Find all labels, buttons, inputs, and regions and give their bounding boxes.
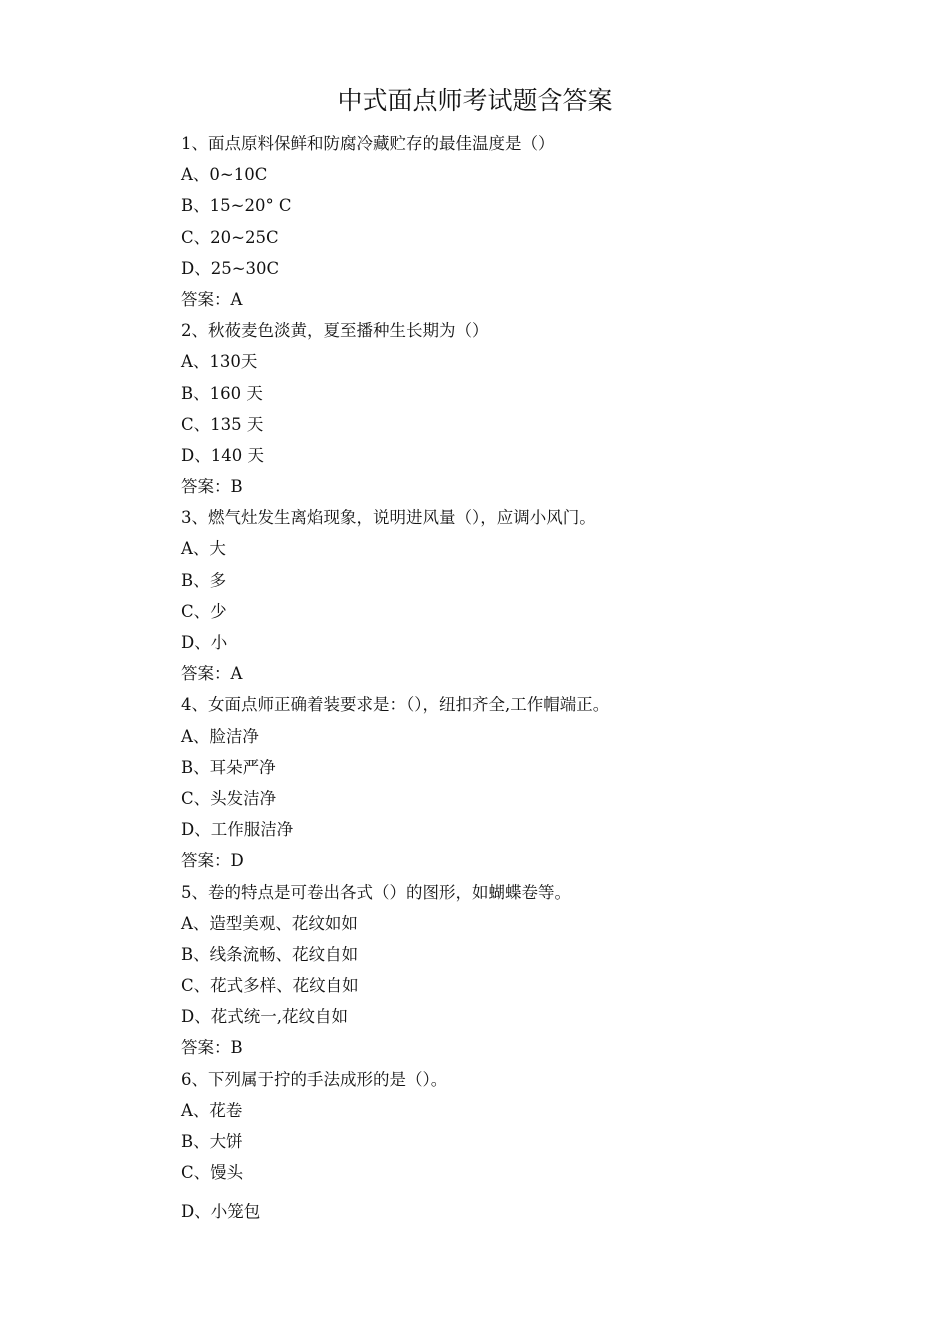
- question-stem: 5、卷的特点是可卷出各式（）的图形，如蝴蝶卷等。: [181, 882, 571, 902]
- question-1: [181, 128, 881, 315]
- question-stem: 1、面点原料保鲜和防腐冷藏贮存的最佳温度是（）: [181, 134, 555, 153]
- option-d: D、花式统一,花纹自如: [181, 1007, 348, 1027]
- question-stem: 6、下列属于拧的手法成形的是（）。: [181, 1069, 448, 1089]
- option-a: A、脸洁净: [181, 726, 259, 746]
- option-b: B、多: [181, 570, 227, 590]
- question-list: [181, 128, 881, 1228]
- option-c: C、馒头: [181, 1163, 244, 1183]
- option-c: C、135 天: [181, 414, 264, 434]
- option-b: B、大饼: [181, 1132, 243, 1151]
- answer: 答案：A: [181, 664, 243, 684]
- question-4: [181, 689, 881, 876]
- question-2: [181, 315, 881, 502]
- question-stem: 3、燃气灶发生离焰现象，说明进风量（），应调小风门。: [181, 508, 596, 528]
- option-d: D、小笼包: [181, 1202, 261, 1222]
- option-c: C、头发洁净: [181, 788, 277, 808]
- question-6: [181, 1064, 881, 1228]
- answer: 答案：B: [181, 1038, 243, 1058]
- option-a: A、造型美观、花纹如如: [181, 913, 358, 933]
- option-b: B、耳朵严净: [181, 757, 276, 777]
- option-b: B、15~20° C: [181, 196, 292, 216]
- option-a: A、130天: [181, 352, 258, 372]
- option-b: B、线条流畅、花纹自如: [181, 944, 359, 964]
- option-a: A、大: [181, 539, 226, 559]
- question-stem: 4、女面点师正确着装要求是：（），纽扣齐全,工作帽端正。: [181, 695, 610, 715]
- option-a: A、花卷: [181, 1100, 243, 1120]
- option-d: D、工作服洁净: [181, 820, 294, 840]
- question-5: [181, 877, 881, 1064]
- option-d: D、25~30C: [181, 258, 280, 278]
- question-3: [181, 502, 881, 689]
- answer: 答案：A: [181, 289, 243, 309]
- option-c: C、20~25C: [181, 227, 279, 247]
- option-c: C、少: [181, 601, 227, 621]
- question-stem: 2、秋莜麦色淡黄，夏至播种生长期为（）: [181, 321, 489, 341]
- option-a: A、0~10C: [181, 165, 268, 185]
- option-b: B、160 天: [181, 383, 263, 403]
- answer: 答案：B: [181, 477, 243, 497]
- document-title: 中式面点师考试题含答案: [337, 86, 613, 115]
- option-d: D、140 天: [181, 445, 264, 465]
- option-d: D、小: [181, 633, 228, 652]
- answer: 答案：D: [181, 851, 244, 871]
- option-c: C、花式多样、花纹自如: [181, 976, 359, 996]
